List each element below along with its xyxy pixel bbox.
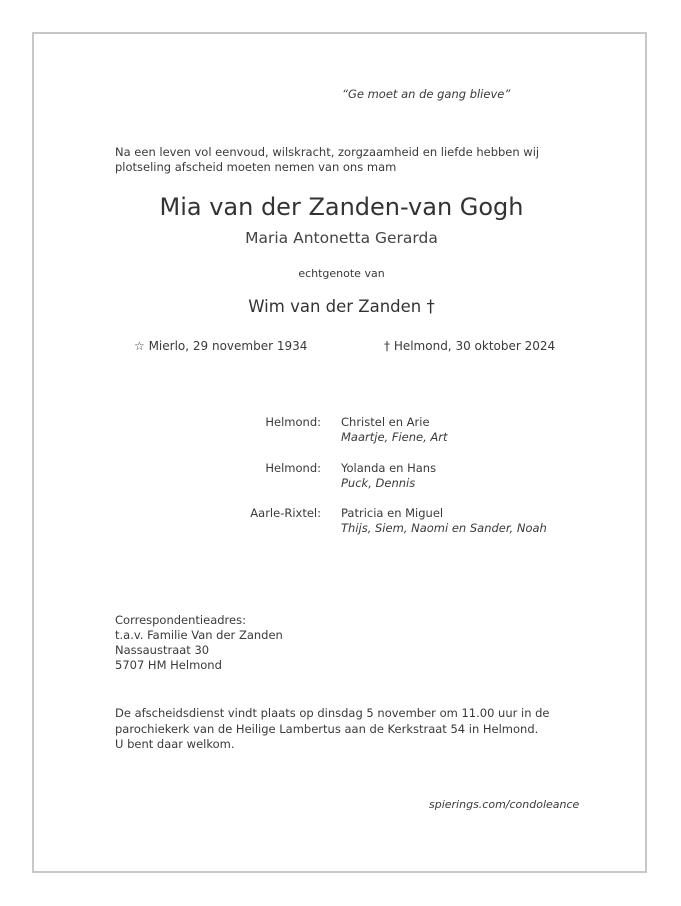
spouse-name: Wim van der Zanden † xyxy=(248,297,435,316)
family-place: Helmond: xyxy=(265,461,321,475)
family-children: Thijs, Siem, Naomi en Sander, Noah xyxy=(341,521,547,535)
family-children: Puck, Dennis xyxy=(341,476,416,490)
death-date: † Helmond, 30 oktober 2024 xyxy=(384,339,556,353)
family-parents: Christel en Arie xyxy=(341,415,430,429)
address-line-1: t.a.v. Familie Van der Zanden xyxy=(115,628,283,642)
family-names xyxy=(341,461,436,491)
condolence-website[interactable]: spierings.com/condoleance xyxy=(429,798,580,811)
family-children: Maartje, Fiene, Art xyxy=(341,430,448,444)
deceased-name: Mia van der Zanden-van Gogh xyxy=(159,193,524,221)
family-names xyxy=(341,506,547,536)
service-line-1: De afscheidsdienst vindt plaats op dinsdag 5 november om 11.00 uur in de xyxy=(115,706,550,720)
intro-line-2: plotseling afscheid moeten nemen van ons mam xyxy=(115,160,397,174)
given-names: Maria Antonetta Gerarda xyxy=(245,229,438,247)
family-parents: Patricia en Miguel xyxy=(341,506,444,520)
obituary-card xyxy=(32,32,647,873)
address-line-3: 5707 HM Helmond xyxy=(115,658,222,672)
address-line-2: Nassaustraat 30 xyxy=(115,643,210,657)
service-line-2: parochiekerk van de Heilige Lambertus aan de Kerkstraat 54 in Helmond. xyxy=(115,721,539,736)
family-place: Aarle-Rixtel: xyxy=(250,506,321,520)
birth-date: ☆ Mierlo, 29 november 1934 xyxy=(134,339,308,353)
intro-text xyxy=(115,145,585,175)
spouse-label: echtgenote van xyxy=(298,267,385,280)
intro-line-1: Na een leven vol eenvoud, wilskracht, zorgzaamheid en liefde hebben wij xyxy=(115,145,540,159)
family-names xyxy=(341,415,448,445)
address-label: Correspondentieadres: xyxy=(115,613,246,627)
family-parents: Yolanda en Hans xyxy=(341,461,437,475)
correspondence-address xyxy=(115,613,283,673)
quote: “Ge moet an de gang blieve” xyxy=(342,87,511,101)
service-info xyxy=(115,706,550,753)
family-place: Helmond: xyxy=(265,415,321,429)
service-line-3: U bent daar welkom. xyxy=(115,737,235,751)
